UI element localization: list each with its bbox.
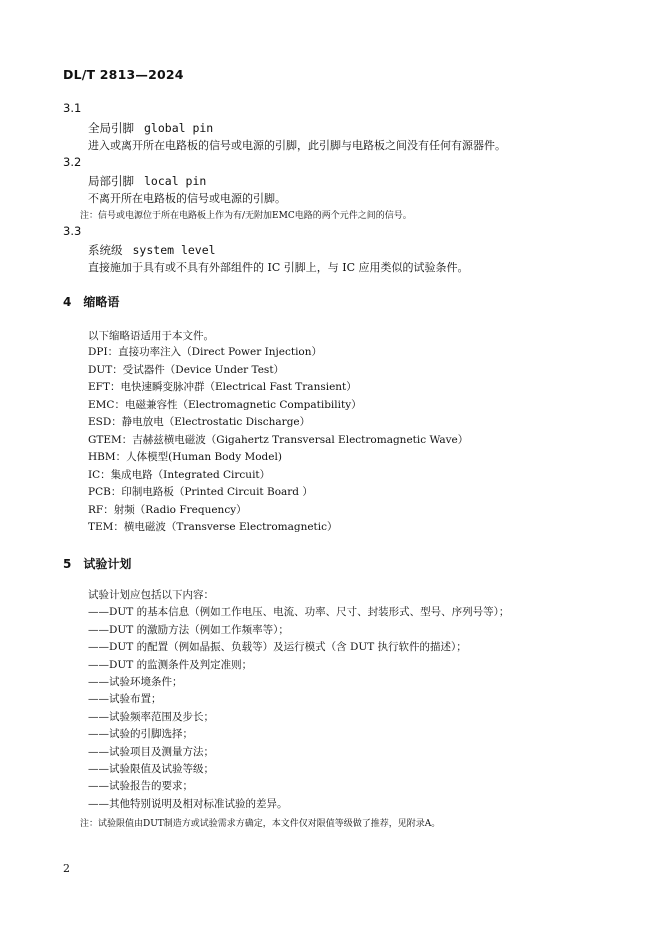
- section-note: 注：试验限值由DUT制造方或试验需求方确定，本文件仅对限值等级做了推荐，见附录A。: [80, 819, 441, 829]
- list-item: ——DUT 的配置（例如晶振、负载等）及运行模式（含 DUT 执行软件的描述）；: [88, 641, 467, 654]
- term-definition: 进入或离开所在电路板的信号或电源的引脚，此引脚与电路板之间没有任何有源器件。: [88, 139, 506, 152]
- list-item: ——DUT 的监测条件及判定准则；: [88, 658, 253, 671]
- term-title: [88, 242, 216, 258]
- list-item: ——试验项目及测量方法；: [88, 745, 214, 758]
- list-item: ——试验限值及试验等级；: [88, 762, 214, 775]
- section-intro: 以下缩略语适用于本文件。: [88, 330, 214, 342]
- list-item: TEM：横电磁波（Transverse Electromagnetic）: [88, 521, 338, 533]
- list-item: EMC：电磁兼容性（Electromagnetic Compatibility）: [88, 398, 362, 411]
- abbreviation-list: [88, 344, 468, 537]
- list-item: ——其他特别说明及相对标准试验的差异。: [88, 797, 288, 810]
- section-title: 缩略语: [83, 295, 120, 309]
- list-item: RF：射频（Radio Frequency）: [88, 503, 247, 516]
- term-zh: 系统级: [88, 243, 123, 257]
- term-en: global pin: [144, 121, 214, 135]
- list-item: HBM：人体模型(Human Body Model): [88, 451, 282, 463]
- section-heading: [63, 293, 119, 310]
- section-heading: [63, 555, 131, 572]
- term-title: [88, 120, 213, 136]
- list-item: EFT：电快速瞬变脉冲群（Electrical Fast Transient）: [88, 381, 357, 393]
- list-item: ESD：静电放电（Electrostatic Discharge）: [88, 416, 311, 428]
- term-number: 3.3: [63, 224, 82, 238]
- list-item: ——试验布置；: [88, 693, 162, 706]
- list-item: IC：集成电路（Integrated Circuit）: [88, 468, 271, 481]
- term-en: local pin: [144, 174, 207, 188]
- list-item: ——试验频率范围及步长；: [88, 710, 214, 723]
- term-zh: 局部引脚: [88, 174, 134, 188]
- list-item: ——DUT 的激励方法（例如工作频率等）；: [88, 623, 289, 636]
- term-zh: 全局引脚: [88, 121, 134, 135]
- list-item: DPI：直接功率注入（Direct Power Injection）: [88, 346, 323, 358]
- term-note: 注：信号或电源位于所在电路板上作为有/无附加EMC电路的两个元件之间的信号。: [80, 211, 412, 221]
- term-en: system level: [132, 243, 216, 257]
- section-number: 4: [63, 295, 72, 309]
- list-item: GTEM：吉赫兹横电磁波（Gigahertz Transversal Electromagnetic Wave）: [88, 433, 469, 446]
- page-number: 2: [63, 862, 70, 875]
- section-title: 试验计划: [83, 557, 132, 571]
- list-item: 试验计划应包括以下内容：: [88, 589, 214, 601]
- term-title: [88, 173, 206, 189]
- term-definition: 直接施加于具有或不具有外部组件的 IC 引脚上，与 IC 应用类似的试验条件。: [88, 261, 469, 274]
- test-plan-list: [88, 587, 509, 813]
- section-number: 5: [63, 557, 72, 571]
- term-definition: 不离开所在电路板的信号或电源的引脚。: [88, 192, 286, 205]
- list-item: ——试验报告的要求；: [88, 780, 193, 793]
- list-item: ——试验的引脚选择；: [88, 728, 193, 741]
- term-number: 3.2: [63, 155, 82, 169]
- standard-code: DL/T 2813—2024: [63, 67, 184, 82]
- list-item: ——DUT 的基本信息（例如工作电压、电流、功率、尺寸、封装形式、型号、序列号等）；: [88, 606, 510, 619]
- list-item: ——试验环境条件；: [88, 675, 183, 688]
- list-item: PCB：印制电路板（Printed Circuit Board ）: [88, 486, 313, 498]
- term-number: 3.1: [63, 101, 82, 115]
- list-item: DUT：受试器件（Device Under Test）: [88, 363, 285, 376]
